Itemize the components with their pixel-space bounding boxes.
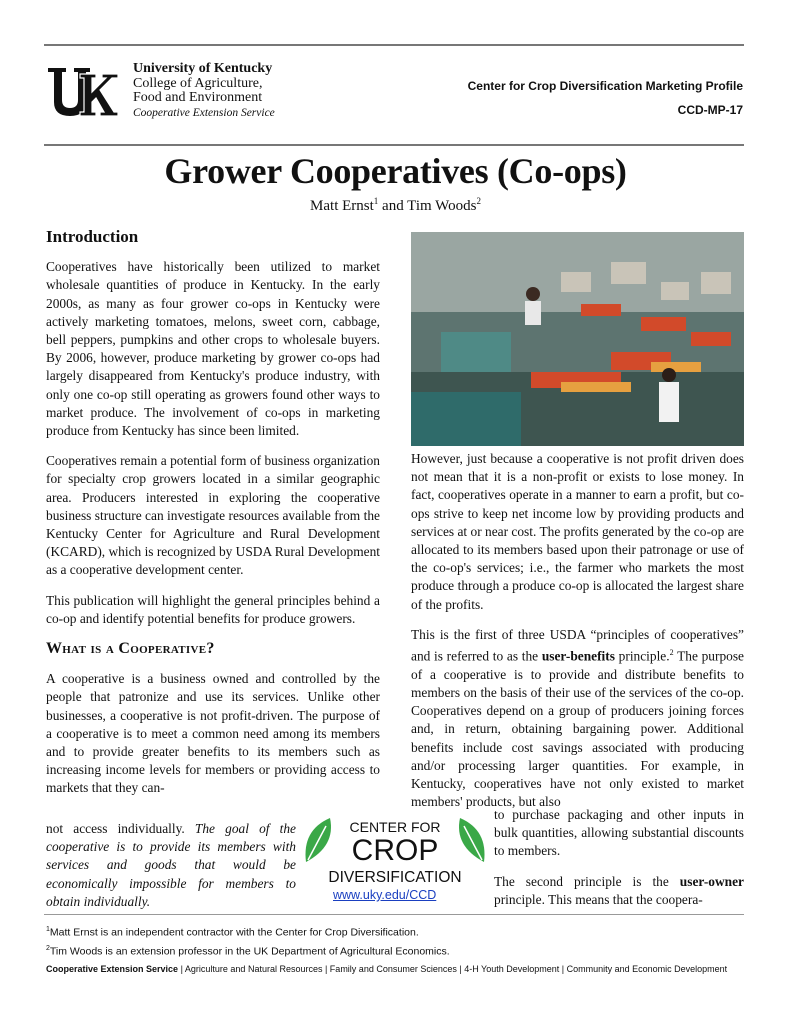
footnotes xyxy=(46,922,450,959)
ccd-line-3: DIVERSIFICATION xyxy=(328,869,462,886)
footnote-1-text: Matt Ernst is an independent contractor with the Center for Crop Diversification. xyxy=(49,926,419,939)
footnote-rule xyxy=(44,914,744,915)
author-1-sup: 1 xyxy=(373,196,379,206)
right-column xyxy=(411,450,744,811)
ccd-logo xyxy=(300,812,490,907)
packing-line-photo xyxy=(411,232,744,446)
footnote-1 xyxy=(46,922,450,941)
intro-heading: Introduction xyxy=(46,227,139,246)
what-heading: What is a Cooperative? xyxy=(46,640,215,658)
profile-header xyxy=(468,74,743,122)
right-paragraph-2c: The purpose of a cooperative is to provide and distribute benefits to members on the basis of their use of the services of the co-op. Cooperatives depend on a group of producers joining forces and, in return, obtaining bargaining power. Additional benefits include cost savings associated with producing and/or processing larger quantities. For example, in Kentucky, cooperatives have not only existed to market members' products, but also xyxy=(411,648,744,810)
footnote-2-sup: 2 xyxy=(46,944,50,952)
bottom-programs-line xyxy=(46,964,746,974)
bottom-bold: Cooperative Extension Service xyxy=(46,964,179,974)
logo-service: Cooperative Extension Service xyxy=(133,106,275,119)
what-paragraph: A cooperative is a business owned and controlled by the people that patronize and use its services. Unlike other businesses, a cooperative is not profit-driven. The purpose of a cooperative is to meet a common need among its members and to provide greater benefits to its members such as increasing income levels for members or providing access to markets that they can- xyxy=(46,671,380,796)
user-owner-term: user-owner xyxy=(679,873,744,889)
right-paragraph-2d: to purchase packaging and other inputs in bulk quantities, allowing substantial discounts to members. xyxy=(494,807,744,859)
footnote-2 xyxy=(46,941,450,960)
footnote-1-sup: 1 xyxy=(46,926,50,933)
bottom-rest: | Agriculture and Natural Resources | Family and Consumer Sciences | 4-H Youth Development | Community and Economic Development xyxy=(178,964,728,974)
profile-title: Center for Crop Diversification Marketing Profile xyxy=(467,79,743,93)
ccd-line-1: CENTER FOR xyxy=(349,819,441,835)
logo-line-1: University of Kentucky xyxy=(133,61,273,76)
user-benefits-term: user-benefits xyxy=(541,648,615,664)
intro-paragraph-1: Cooperatives have historically been utilized to market wholesale quantities of produce in Kentucky. In the early 2000s, as many as four grower co-ops in Kentucky were actively marketing tomatoes, melons, sweet corn, cabbage, bell peppers, pumpkins and other crops to wholesale buyers. By 2006, however, produce marketing by grower co-ops had largely disappeared from Kentucky's produce industry, with only one co-op still operating as growers found other ways to market produce. The involvement of co-ops in marketing produce from Kentucky has since been limited. xyxy=(46,259,380,439)
author-2: and Tim Woods xyxy=(378,198,477,214)
ccd-line-2: CROP xyxy=(351,834,439,867)
ccd-url-link[interactable]: www.uky.edu/CCD xyxy=(333,888,437,902)
uk-logo-icon xyxy=(46,64,118,120)
what-paragraph-end: not access individually. xyxy=(46,821,185,836)
right-paragraph-3a: The second principle is the xyxy=(494,873,680,889)
intro-paragraph-3: This publication will highlight the general principles behind a co-op and identify potential benefits for produce growers. xyxy=(46,592,380,626)
right-column-tail xyxy=(494,806,744,909)
top-rule xyxy=(44,44,744,46)
right-paragraph-1: However, just because a cooperative is not profit driven does not mean that it is a non-profit or exists to lose money. In fact, cooperatives operate in a manner to earn a profit, but co-ops strive to keep net income low by providing products and services at or near cost. The profits generated by the co-op are allocated to its members based upon their patronage or use of the co-op's services; i.e., the farmer who markets the most produce through a produce co-op is allocated the largest share of the profits. xyxy=(411,451,744,612)
logo-wordmark xyxy=(133,62,275,120)
logo-line-2: College of Agriculture, xyxy=(133,75,263,91)
author-2-sup: 2 xyxy=(476,196,481,206)
authors-line xyxy=(0,196,791,215)
what-paragraph-italic: The goal of the cooperative is to provide its members with services and goods that would be economically impossible for members to obtain individually. xyxy=(46,821,296,909)
right-paragraph-2b: principle. xyxy=(614,648,670,664)
profile-code: CCD-MP-17 xyxy=(677,103,743,117)
leaf-icon xyxy=(300,812,490,887)
right-paragraph-3b: principle. This means that the coopera- xyxy=(494,891,703,907)
logo-line-3: Food and Environment xyxy=(133,90,263,105)
footnote-2-text: Tim Woods is an extension professor in the UK Department of Agricultural Economics. xyxy=(49,945,450,957)
right-paragraph-2a: This is the first of three USDA “principles of cooperatives” and is referred to as the xyxy=(411,626,744,664)
page-title: Grower Cooperatives (Co-ops) xyxy=(164,151,627,191)
right-paragraph-2-sup: 2 xyxy=(669,648,674,658)
author-1: Matt Ernst xyxy=(310,198,374,214)
title-rule xyxy=(44,144,744,146)
left-column xyxy=(46,228,380,798)
left-column-tail xyxy=(46,820,296,911)
intro-paragraph-2: Cooperatives remain a potential form of business organization for specialty crop growers located in a similar geographic area. Producers interested in exploring the cooperative business structure can investigate resources available from the Kentucky Center for Agriculture and Rural Development (KCARD), which is recognized by USDA Rural Development as a cooperative development center. xyxy=(46,453,380,578)
